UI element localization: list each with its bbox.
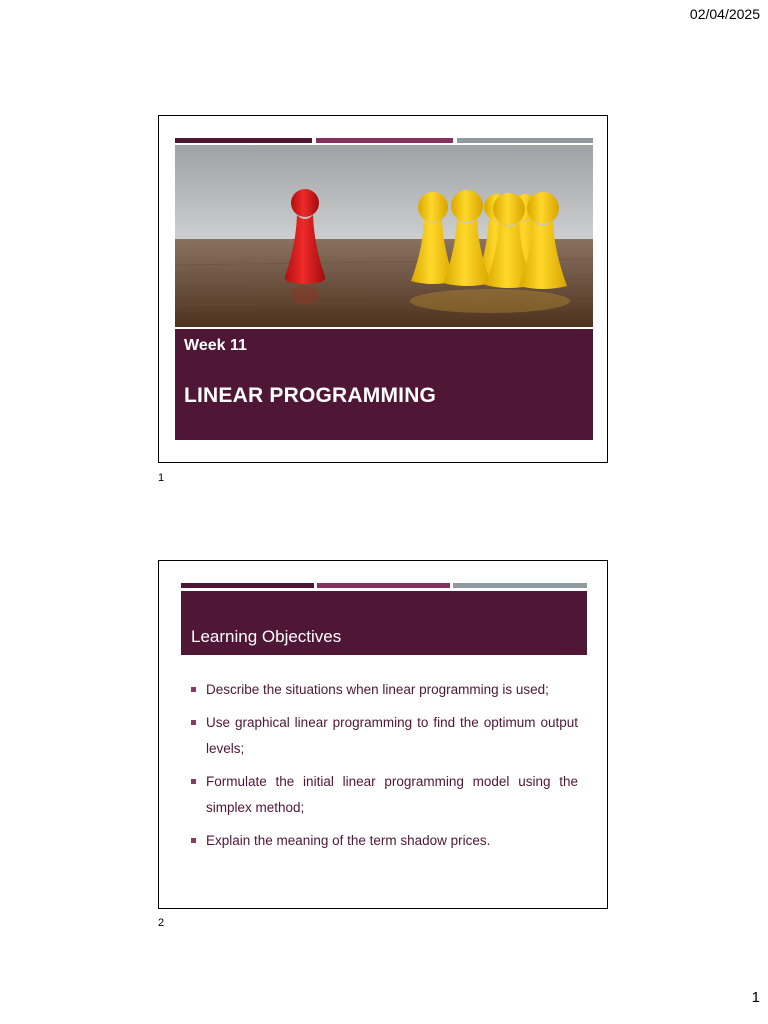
pawn-figures-image — [175, 145, 593, 327]
accent-bar-mid — [317, 583, 450, 588]
accent-bar-mid — [316, 138, 453, 143]
list-item — [191, 828, 578, 854]
slide-number-2: 2 — [158, 917, 165, 929]
yellow-pawns-icon — [410, 190, 570, 313]
accent-bar-grey — [453, 583, 587, 588]
objectives-header-band — [181, 591, 587, 655]
print-date: 02/04/2025 — [689, 6, 760, 22]
slide-subtitle: Week 11 — [184, 337, 247, 354]
list-item-text: Describe the situations when linear programming is used; — [206, 682, 549, 697]
slide-number-1: 1 — [158, 472, 165, 484]
square-bullet-icon — [191, 720, 196, 725]
slide-2 — [158, 560, 608, 909]
list-item — [191, 710, 578, 762]
slide-title: LINEAR PROGRAMMING — [184, 384, 437, 407]
page-number: 1 — [751, 989, 760, 1006]
list-item — [191, 677, 578, 703]
accent-bar-grey — [457, 138, 593, 143]
square-bullet-icon — [191, 838, 196, 843]
square-bullet-icon — [191, 687, 196, 692]
objectives-list — [191, 677, 578, 861]
accent-bar-dark — [181, 583, 314, 588]
list-item-text: Formulate the initial linear programming model using the simplex method; — [206, 774, 578, 815]
list-item — [191, 769, 578, 821]
slide-1 — [158, 115, 608, 463]
accent-bar-dark — [175, 138, 312, 143]
objectives-title: Learning Objectives — [191, 627, 342, 646]
list-item-text: Use graphical linear programming to find the optimum output levels; — [206, 715, 578, 756]
list-item-text: Explain the meaning of the term shadow prices. — [206, 833, 491, 848]
title-band — [175, 329, 593, 440]
square-bullet-icon — [191, 779, 196, 784]
